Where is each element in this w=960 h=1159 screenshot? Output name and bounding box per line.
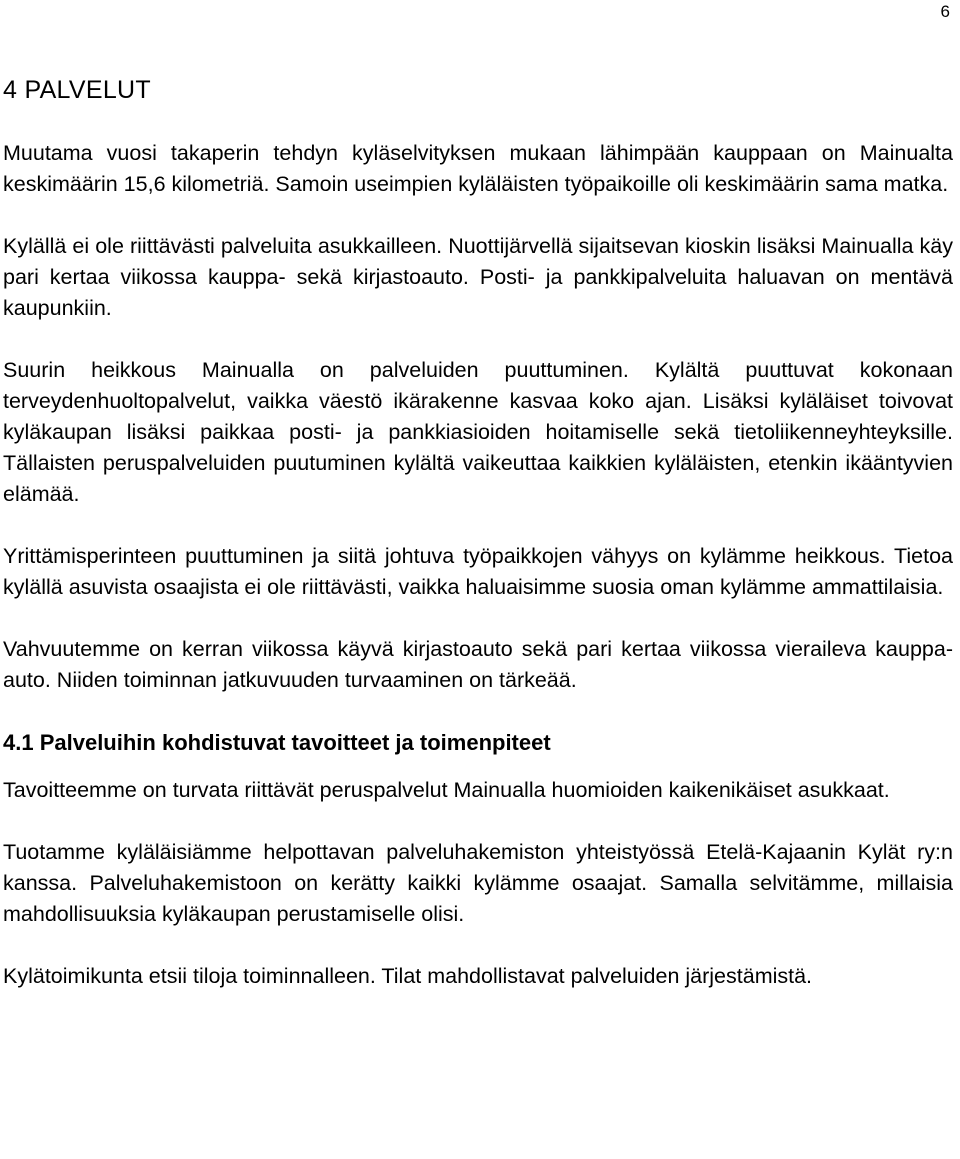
paragraph: Yrittämisperinteen puuttuminen ja siitä johtuva työpaikkojen vähyys on kylämme heikkous. Tietoa kylällä asuvista osaajista ei ole riittävästi, vaikka haluaisimme suosia oman kylämme ammattilaisia. xyxy=(3,544,953,599)
paragraph: Muutama vuosi takaperin tehdyn kyläselvityksen mukaan lähimpään kauppaan on Mainualta keskimäärin 15,6 kilometriä. Samoin useimpien kyläläisten työpaikoille oli keskimäärin sama matka. xyxy=(3,141,953,196)
paragraph: Kylällä ei ole riittävästi palveluita asukkailleen. Nuottijärvellä sijaitsevan kioskin lisäksi Mainualla käy pari kertaa viikossa kauppa- sekä kirjastoauto. Posti- ja pankkipalveluita haluavan on mentävä kaupunkiin. xyxy=(3,234,953,320)
page-number: 6 xyxy=(940,2,950,21)
subsection-heading: 4.1 Palveluihin kohdistuvat tavoitteet ja toimenpiteet xyxy=(3,730,551,755)
paragraph: Tuotamme kyläläisiämme helpottavan palveluhakemiston yhteistyössä Etelä-Kajaanin Kylät ry:n kanssa. Palveluhakemistoon on kerätty kaikki kylämme osaajat. Samalla selvitämme, millaisia mahdollisuuksia kyläkaupan perustamiselle olisi. xyxy=(3,840,953,926)
paragraph: Suurin heikkous Mainualla on palveluiden puuttuminen. Kylältä puuttuvat kokonaan terveydenhuoltopalvelut, vaikka väestö ikärakenne kasvaa koko ajan. Lisäksi kyläläiset toivovat kyläkaupan lisäksi paikkaa posti- ja pankkiasioiden hoitamiselle sekä tietoliikenneyhteyksille. Tällaisten peruspalveluiden puutuminen kylältä vaikeuttaa kaikkien kyläläisten, etenkin ikääntyvien elämää. xyxy=(3,358,953,506)
section-heading: 4 PALVELUT xyxy=(3,76,151,104)
document-body xyxy=(3,70,953,992)
paragraph: Kylätoimikunta etsii tiloja toiminnalleen. Tilat mahdollistavat palveluiden järjestämistä. xyxy=(3,964,813,988)
paragraph: Tavoitteemme on turvata riittävät peruspalvelut Mainualla huomioiden kaikenikäiset asukkaat. xyxy=(3,778,890,802)
paragraph: Vahvuutemme on kerran viikossa käyvä kirjastoauto sekä pari kertaa viikossa vieraileva kauppa-auto. Niiden toiminnan jatkuvuuden turvaaminen on tärkeää. xyxy=(3,637,953,692)
